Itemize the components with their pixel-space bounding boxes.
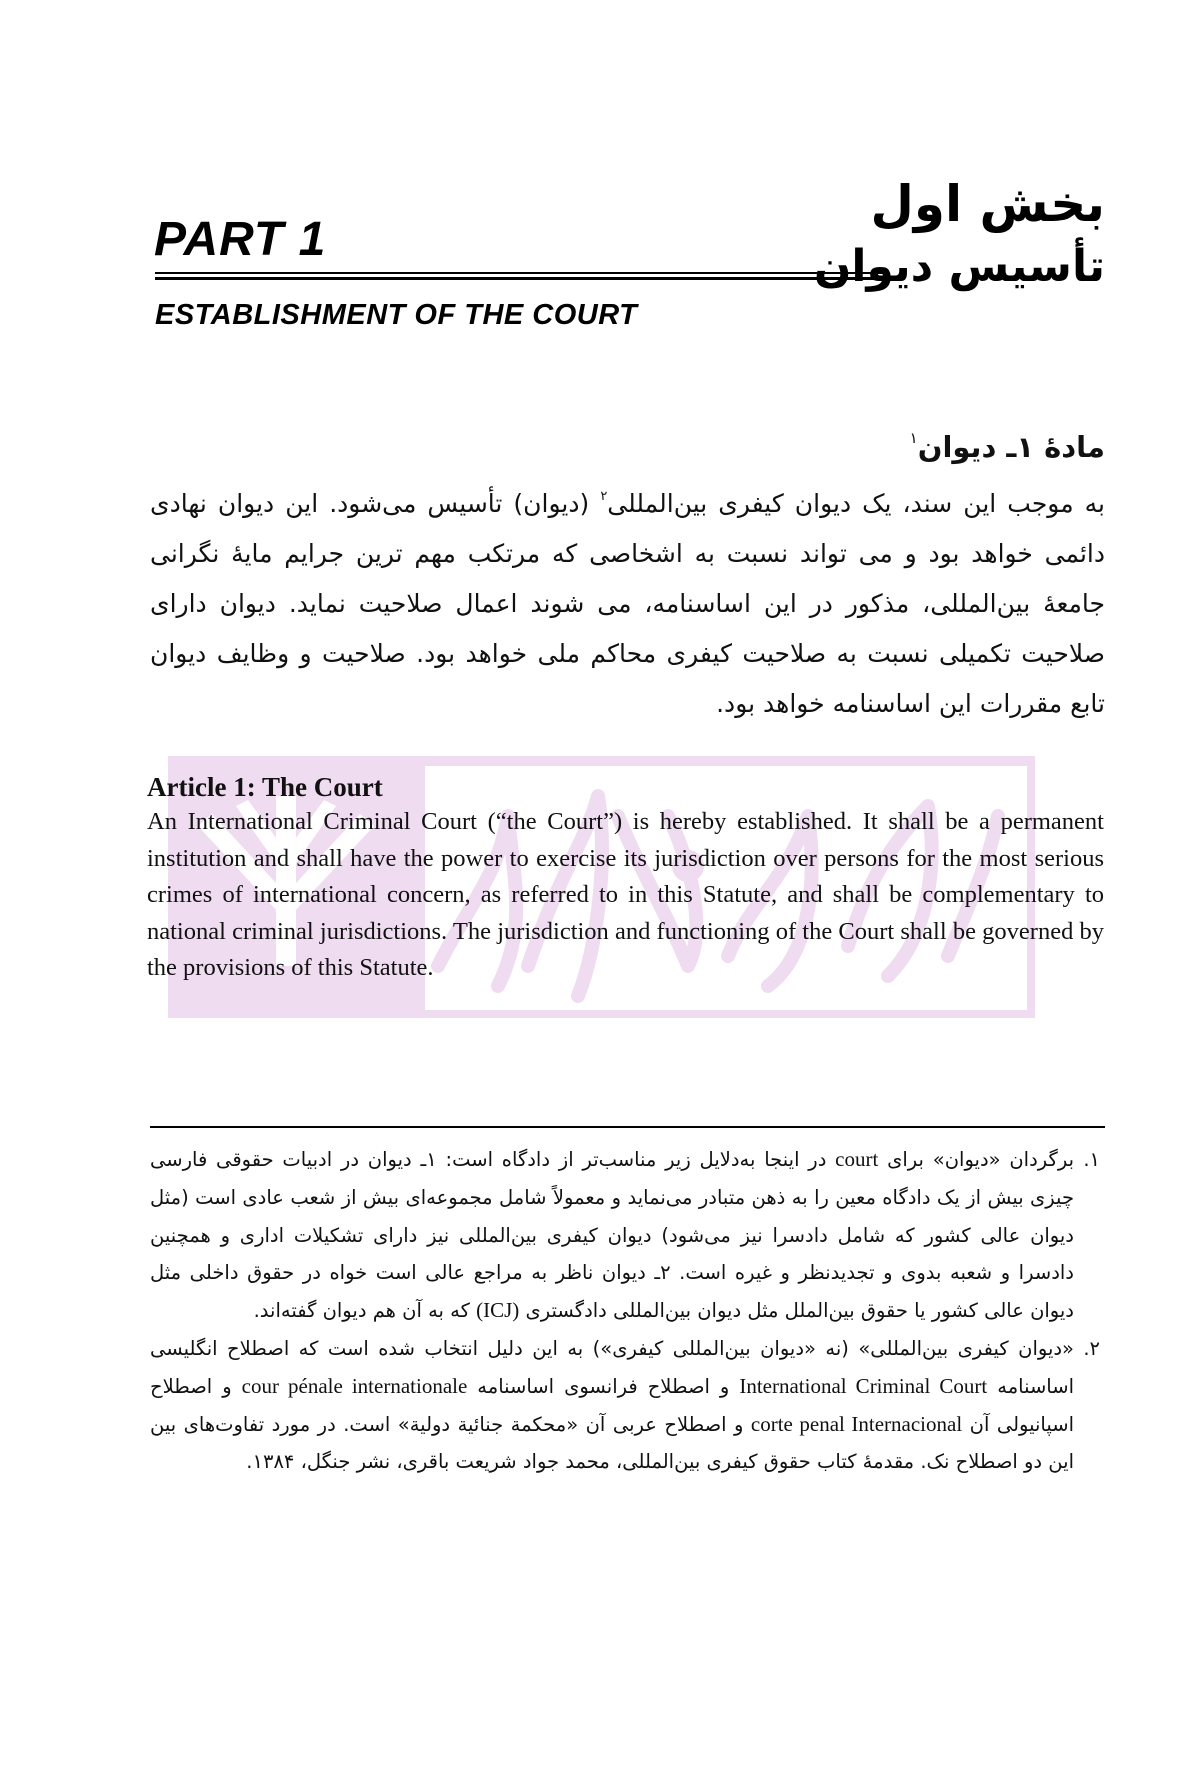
footnote-number: ۱. xyxy=(1083,1148,1100,1171)
footnote-latin-term: corte penal Internacional xyxy=(750,1411,963,1436)
footnote-latin-term: court xyxy=(835,1147,879,1171)
fa-part-subtitle: تأسیس دیوان xyxy=(813,241,1105,292)
footnote-text: برگردان «دیوان» برای xyxy=(878,1148,1075,1171)
en-article xyxy=(147,772,1104,987)
footnote-number: ۲. xyxy=(1083,1336,1100,1360)
footnote-2 xyxy=(150,1330,1100,1481)
fa-part-title: بخش اول xyxy=(870,175,1105,233)
rule-line-bottom xyxy=(155,277,885,280)
footnote-latin-term: International Criminal Court xyxy=(739,1373,988,1398)
footnote-1 xyxy=(150,1141,1100,1330)
footnote-ref-1[interactable]: ۱ xyxy=(909,429,918,447)
part-subtitle: ESTABLISHMENT OF THE COURT xyxy=(155,299,638,331)
fa-body-text-2: (دیوان) تأسیس می‌شود. این دیوان نهادی دائمی خواهد بود و می تواند نسبت به اشخاصی که مرتکب مهم ترین جرایم مایهٔ نگرانی جامعهٔ بین‌المللی، مذکور در این اساسنامه، می شوند اعمال صلاحیت نماید. دیوان دارای صلاحیت تکمیلی نسبت به صلاحیت کیفری محاکم ملی خواهد بود. صلاحیت و وظایف دیوان تابع مقررات این اساسنامه خواهد بود. xyxy=(150,489,1105,718)
part-title: PART 1 xyxy=(154,213,327,266)
en-article-body: An International Criminal Court (“the Court”) is hereby established. It shall be a permanent institution and shall have the power to exercise its jurisdiction over persons for the most serious crimes of international concern, as referred to in this Statute, and shall be complementary to national criminal jurisdictions. The jurisdiction and functioning of the Court shall be governed by the provisions of this Statute. xyxy=(147,808,1104,982)
title-double-rule xyxy=(155,272,885,281)
footnote-separator xyxy=(150,1126,1105,1128)
rule-line-top xyxy=(155,272,885,274)
fa-article-heading xyxy=(910,418,1105,467)
footnote-ref-2[interactable]: ۲ xyxy=(600,489,608,504)
fa-article-body xyxy=(150,472,1105,729)
footnotes xyxy=(150,1141,1100,1481)
footnote-text: و اصطلاح فرانسوی اساسنامه xyxy=(467,1374,740,1398)
footnote-text: «دیوان کیفری بین‌المللی» (نه «دیوان بین‌المللی کیفری») به این دلیل انتخاب شده است که اصطلاح انگلیسی اساسنامه xyxy=(150,1336,1074,1398)
footnote-text: و اصطلاح عربی آن «محكمة جنائية دولية» است. در مورد تفاوت‌های بین این دو اصطلاح نک. مقدمهٔ کتاب حقوق کیفری بین‌المللی، محمد جواد شریعت باقری، نشر جنگل، ۱۳۸۴. xyxy=(150,1412,1074,1474)
footnote-latin-term: cour pénale internationale xyxy=(241,1373,468,1398)
en-article-heading: Article 1: The Court xyxy=(147,772,383,802)
fa-article-heading-text: مادهٔ ۱ـ دیوان xyxy=(917,430,1105,464)
footnote-latin-term: (ICJ) xyxy=(476,1298,520,1323)
footnote-text: که به آن هم دیوان گفته‌اند. xyxy=(253,1299,477,1323)
footnote-text: در اینجا به‌دلایل زیر مناسب‌تر از دادگاه است: ۱ـ دیوان در ادبیات حقوقی فارسی چیزی بیش از یک دادگاه معین را به ذهن متبادر می‌نماید و معمولاً شامل مجموعه‌ای بیش از شعب عادی است (مثل دیوان عالی کشور که شامل دادسرا نیز می‌شود) دیوان کیفری بین‌المللی نیز دارای تشکیلات اداری و همچنین دادسرا و شعبه بدوی و تجدیدنظر و غیره است. ۲ـ دیوان ناظر به مراجع عالی است خواه در حقوق داخلی مثل دیوان عالی کشور یا حقوق بین‌الملل مثل دیوان بین‌المللی دادگستری xyxy=(150,1148,1074,1323)
fa-body-text-1: به موجب این سند، یک دیوان کیفری بین‌المللی xyxy=(607,489,1106,518)
footnote-text: و اصطلاح اسپانیولی آن xyxy=(150,1374,1075,1436)
